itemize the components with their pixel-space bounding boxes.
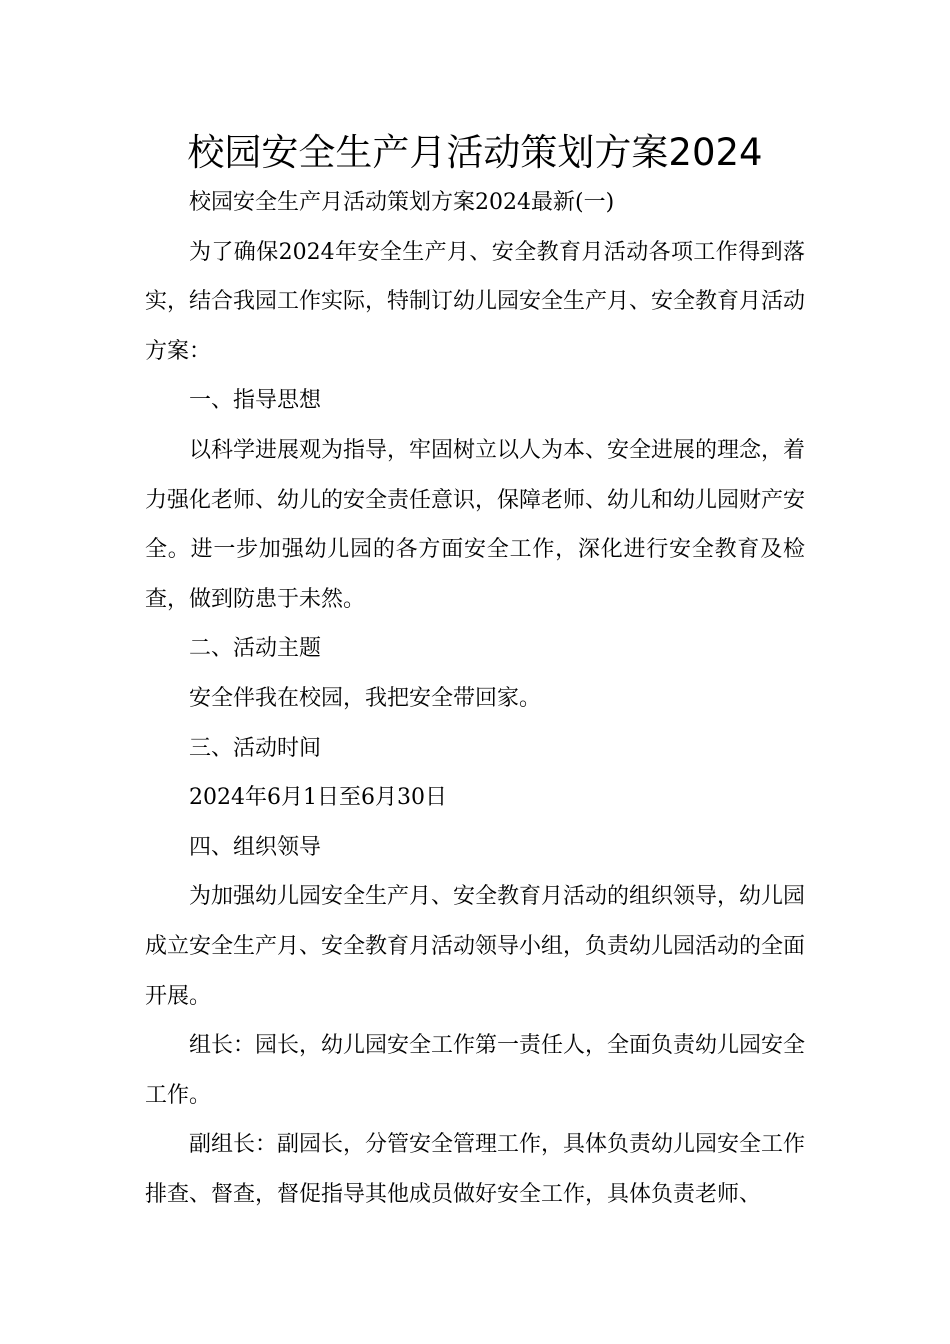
document-body: [145, 178, 805, 1219]
section-heading-activity-time: 三、活动时间: [189, 735, 322, 761]
deputy-leader-paragraph: 副组长：副园长，分管安全管理工作，具体负责幼儿园安全工作排查、督查，督促指导其他成员做好安全工作，具体负责老师、: [145, 1132, 806, 1207]
group-leader-paragraph: 组长：园长，幼儿园安全工作第一责任人，全面负责幼儿园安全工作。: [145, 1033, 806, 1108]
subtitle-paragraph: 校园安全生产月活动策划方案2024最新(一): [189, 190, 615, 215]
activity-theme-paragraph: 安全伴我在校园，我把安全带回家。: [189, 685, 542, 711]
section-heading-activity-theme: 二、活动主题: [189, 636, 322, 662]
guiding-ideology-paragraph: 以科学进展观为指导，牢固树立以人为本、安全进展的理念，着力强化老师、幼儿的安全责任意识，保障老师、幼儿和幼儿园财产安全。进一步加强幼儿园的各方面安全工作，深化进行安全教育及检查，做到防患于未然。: [145, 437, 806, 612]
organization-paragraph: 为加强幼儿园安全生产月、安全教育月活动的组织领导，幼儿园成立安全生产月、安全教育月活动领导小组，负责幼儿园活动的全面开展。: [145, 884, 806, 1009]
document-title: 校园安全生产月活动策划方案2024: [187, 131, 763, 174]
section-heading-organization: 四、组织领导: [189, 834, 322, 860]
intro-paragraph: 为了确保2024年安全生产月、安全教育月活动各项工作得到落实，结合我园工作实际，特制订幼儿园安全生产月、安全教育月活动方案：: [145, 239, 806, 364]
activity-time-paragraph: 2024年6月1日至6月30日: [189, 785, 447, 811]
section-heading-guiding-ideology: 一、指导思想: [189, 388, 322, 414]
